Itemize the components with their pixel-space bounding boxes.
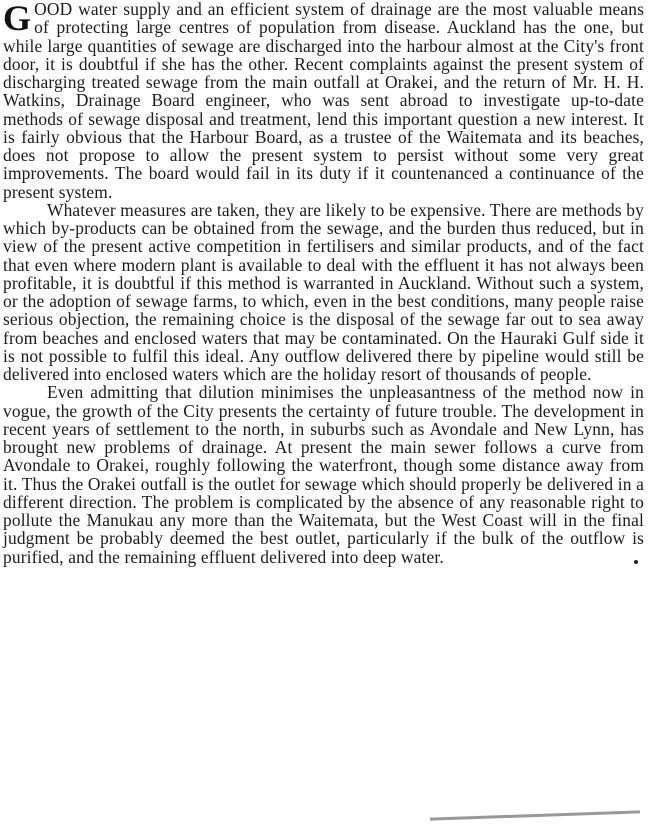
newspaper-article bbox=[3, 0, 644, 566]
paragraph-1-text: water supply and an efficient system of drainage are the most valuable means of protecting large centres of population from disease. Auckland has the one, but while large quantities of sewage are discharged into the harbour almost at the City's front door, it is doubtful if she has the other. Recent complaints against the present system of discharging treated sewage from the main outfall at Orakei, and the return of Mr. H. H. Watkins, Drainage Board engineer, who was sent abroad to investigate up-to-date methods of sewage disposal and treatment, lend this important question a new interest. It is fairly obvious that the Harbour Board, as a trustee of the Waitemata and its beaches, does not propose to allow the present system to persist without some very great improvements. The board would fail in its duty if it countenanced a continuance of the present system. bbox=[3, 0, 644, 202]
scan-artifact-dot bbox=[634, 560, 638, 564]
paragraph-1 bbox=[3, 0, 644, 201]
drop-cap: G bbox=[3, 0, 32, 38]
scan-artifact-smudge bbox=[430, 810, 640, 820]
paragraph-3: Even admitting that dilution minimises the unpleasantness of the method now in vogue, the growth of the City presents the certainty of future trouble. The development in recent years of settlement to the north, in suburbs such as Avondale and New Lynn, has brought new problems of drainage. At present the main sewer follows a curve from Avondale to Orakei, roughly following the waterfront, though some distance away from it. Thus the Orakei outfall is the outlet for sewage which should properly be delivered in a different direction. The problem is complicated by the absence of any reasonable right to pollute the Manukau any more than the Waitemata, but the West Coast will in the final judgment be probably deemed the best outlet, particularly if the bulk of the outflow is purified, and the remaining effluent delivered into deep water. bbox=[3, 382, 644, 567]
paragraph-2: Whatever measures are taken, they are likely to be expensive. There are methods by which by-products can be obtained from the sewage, and the burden thus reduced, but in view of the present active competition in fertilisers and similar products, and of the fact that even where modern plant is available to deal with the effluent it has not always been profitable, it is doubtful if this method is warranted in Auckland. Without such a system, or the adoption of sewage farms, to which, even in the best conditions, many people raise serious objection, the remaining choice is the disposal of the sewage far out to sea away from beaches and enclosed waters that may be contaminated. On the Hauraki Gulf side it is not possible to fulfil this ideal. Any outflow delivered there by pipeline would still be delivered into enclosed waters which are the holiday resort of thousands of people. bbox=[3, 199, 644, 384]
paragraph-1-lead: OOD bbox=[34, 0, 73, 19]
